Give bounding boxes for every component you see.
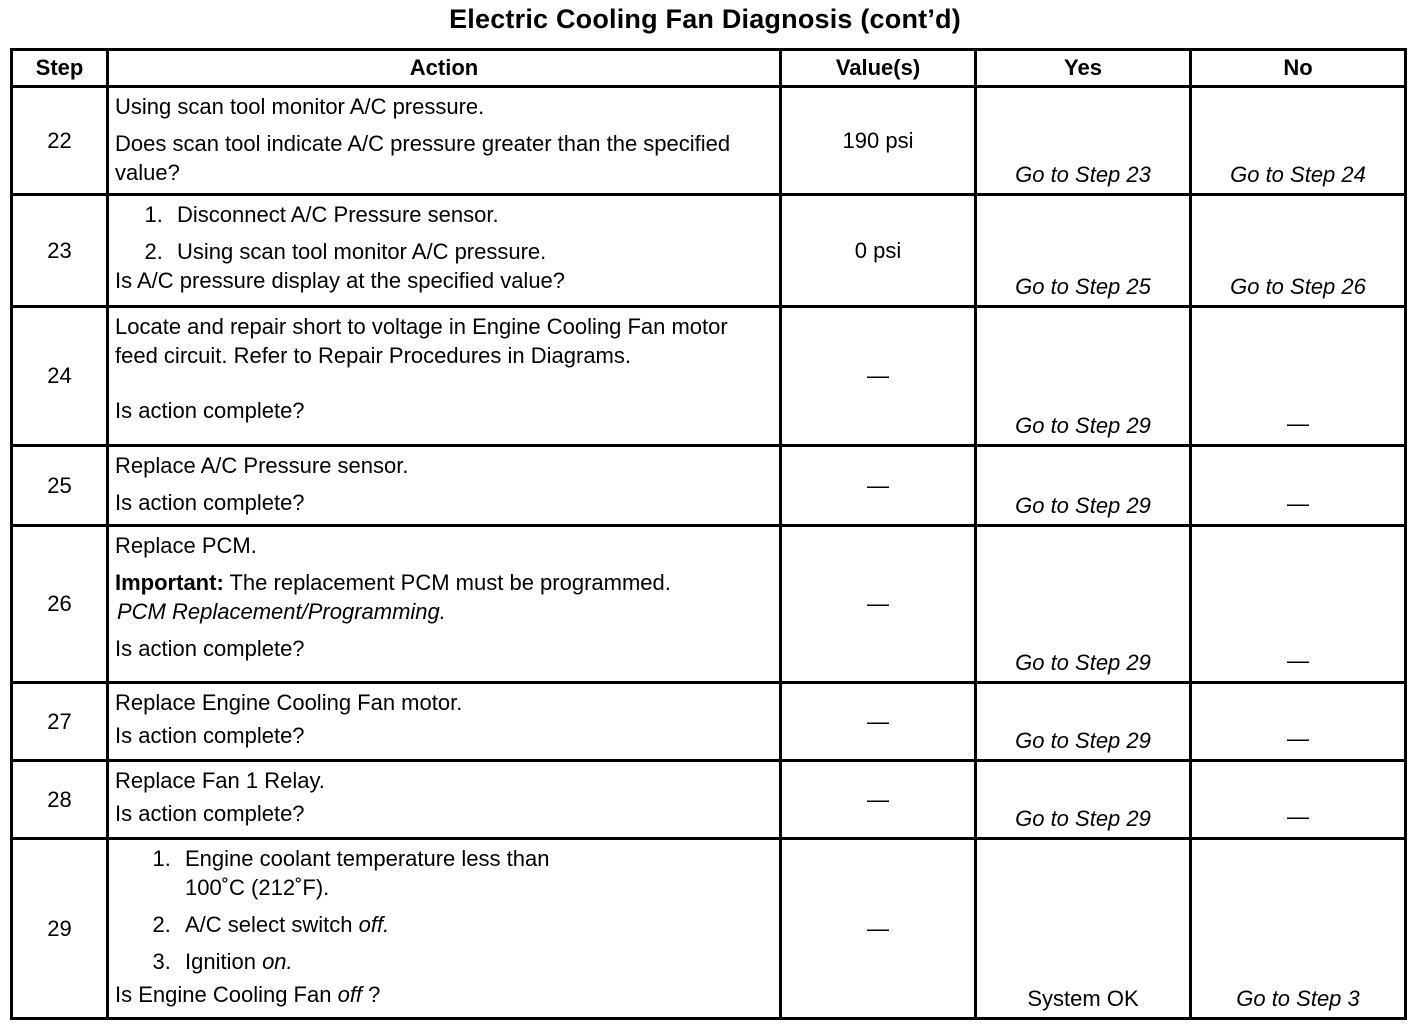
value-cell: — — [781, 839, 976, 1019]
action-cell — [108, 526, 781, 683]
yes-cell: Go to Step 29 — [976, 446, 1191, 526]
empty-dash: — — [1287, 647, 1309, 673]
action-question: Does scan tool indicate A/C pressure greater than the specified value? — [115, 131, 731, 186]
empty-dash: — — [1287, 803, 1309, 829]
empty-dash: — — [1287, 725, 1309, 751]
step-number: 22 — [12, 87, 108, 195]
action-cell — [108, 195, 781, 307]
action-question: Is action complete? — [115, 801, 305, 827]
reference-link-text: PCM Replacement/Programming. — [117, 599, 446, 625]
yes-cell: Go to Step 25 — [976, 195, 1191, 307]
step-number: 23 — [12, 195, 108, 307]
table-row — [12, 526, 1406, 683]
value-cell: — — [781, 526, 976, 683]
no-cell — [1191, 683, 1406, 761]
action-question: Is A/C pressure display at the specified value? — [115, 268, 566, 294]
yes-cell: Go to Step 23 — [976, 87, 1191, 195]
question-end: ? — [362, 982, 381, 1008]
step-number: 29 — [12, 839, 108, 1019]
action-question: Is action complete? — [115, 723, 305, 749]
no-cell: Go to Step 24 — [1191, 87, 1406, 195]
action-cell — [108, 683, 781, 761]
no-cell: Go to Step 3 — [1191, 839, 1406, 1019]
empty-dash: — — [1287, 410, 1309, 436]
header-action: Action — [108, 50, 781, 87]
header-row — [12, 50, 1406, 87]
header-no: No — [1191, 50, 1406, 87]
list-item: 2. Using scan tool monitor A/C pressure. — [169, 237, 773, 266]
step-number: 27 — [12, 683, 108, 761]
step-number: 25 — [12, 446, 108, 526]
action-question: Is action complete? — [115, 636, 305, 662]
value-cell: — — [781, 307, 976, 446]
header-values: Value(s) — [781, 50, 976, 87]
header-yes: Yes — [976, 50, 1191, 87]
action-list — [115, 844, 773, 976]
list-item-text: A/C select switch — [185, 912, 359, 938]
yes-cell: Go to Step 29 — [976, 526, 1191, 683]
step-number: 26 — [12, 526, 108, 683]
table-row — [12, 307, 1406, 446]
table-row — [12, 761, 1406, 839]
value-cell: — — [781, 446, 976, 526]
action-question: Is action complete? — [115, 490, 305, 516]
empty-dash: — — [1287, 490, 1309, 516]
action-question — [115, 980, 773, 1009]
step-number: 28 — [12, 761, 108, 839]
list-item — [177, 910, 773, 939]
action-cell — [108, 446, 781, 526]
action-question: Is action complete? — [115, 398, 305, 424]
list-item: 1. Disconnect A/C Pressure sensor. — [169, 200, 773, 229]
action-text: Replace Fan 1 Relay. — [115, 768, 325, 793]
action-text: Locate and repair short to voltage in Engine Cooling Fan motor feed circuit. Refer to Repair Procedures in Diagrams. — [115, 314, 728, 369]
diagnosis-table — [10, 48, 1407, 1020]
table-row — [12, 839, 1406, 1019]
no-cell: Go to Step 26 — [1191, 195, 1406, 307]
table-row — [12, 683, 1406, 761]
action-list — [115, 200, 773, 266]
question-emphasis: off — [337, 982, 363, 1008]
action-cell — [108, 87, 781, 195]
action-text: Replace PCM. — [115, 533, 257, 558]
no-cell — [1191, 446, 1406, 526]
action-cell — [108, 839, 781, 1019]
list-item — [177, 947, 773, 976]
yes-cell: Go to Step 29 — [976, 761, 1191, 839]
no-cell — [1191, 761, 1406, 839]
value-cell: — — [781, 761, 976, 839]
list-item-emphasis: off. — [358, 912, 390, 938]
action-text: Using scan tool monitor A/C pressure. — [115, 94, 485, 119]
action-cell — [108, 307, 781, 446]
important-note — [115, 568, 773, 597]
list-item-emphasis: on. — [262, 949, 293, 975]
no-cell — [1191, 526, 1406, 683]
question-text: Is Engine Cooling Fan — [115, 982, 338, 1008]
yes-cell: Go to Step 29 — [976, 307, 1191, 446]
important-text: The replacement PCM must be programmed. — [223, 570, 671, 596]
important-label: Important: — [115, 570, 224, 596]
header-step: Step — [12, 50, 108, 87]
no-cell — [1191, 307, 1406, 446]
value-cell: 190 psi — [781, 87, 976, 195]
action-cell — [108, 761, 781, 839]
step-number: 24 — [12, 307, 108, 446]
page-title: Electric Cooling Fan Diagnosis (cont’d) — [449, 4, 961, 34]
list-item-text: Ignition — [185, 949, 263, 975]
list-item: 1. Engine coolant temperature less than 100˚C (212˚F). — [177, 844, 773, 902]
yes-cell: Go to Step 29 — [976, 683, 1191, 761]
table-row — [12, 195, 1406, 307]
value-cell: — — [781, 683, 976, 761]
yes-cell: System OK — [976, 839, 1191, 1019]
action-text: Replace Engine Cooling Fan motor. — [115, 690, 463, 715]
value-cell: 0 psi — [781, 195, 976, 307]
table-row — [12, 87, 1406, 195]
table-row — [12, 446, 1406, 526]
action-text: Replace A/C Pressure sensor. — [115, 453, 409, 478]
